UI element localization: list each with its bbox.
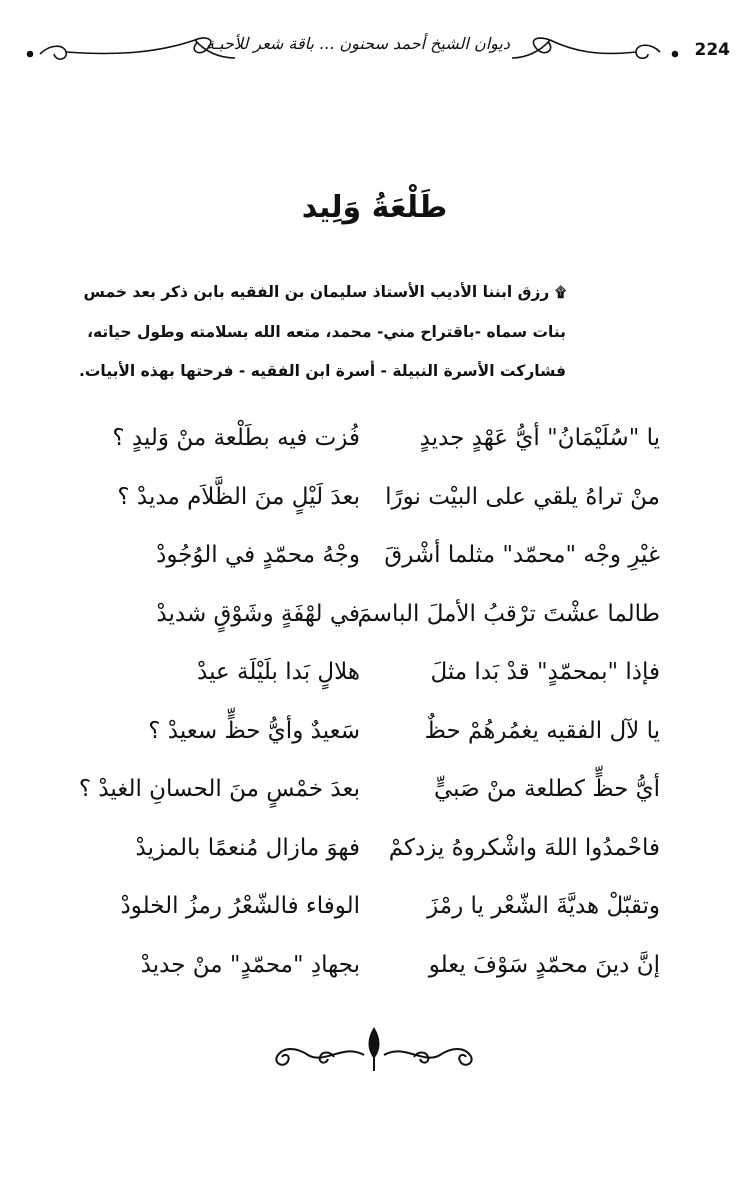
verse-1-first-hemistich: يا "سُلَيْمَانُ" أيُّ عَهْدٍ جديدٍ bbox=[419, 425, 660, 451]
verse-7-second-hemistich: بعدَ خمْسٍ منَ الحسانِ الغيدْ ؟ bbox=[78, 776, 360, 802]
poem-verses bbox=[60, 425, 660, 1010]
intro-line-1-text: رزق ابننا الأديب الأستاذ سليمان بن الفقيه بابن ذكر بعد خمس bbox=[83, 283, 550, 301]
verse-10-first-hemistich: إنَّ دينَ محمّدٍ سَوْفَ يعلو bbox=[428, 951, 660, 978]
verse-4-second-hemistich: في لهْفَةٍ وشَوْقٍ شديدْ bbox=[156, 600, 360, 627]
verse-4 bbox=[60, 601, 660, 660]
verse-7 bbox=[60, 776, 660, 835]
verse-3 bbox=[60, 542, 660, 601]
intro-line-1 bbox=[40, 273, 566, 313]
running-title: ديوان الشيخ أحمد سحنون ... باقة شعر للأحبـة bbox=[205, 34, 510, 53]
poem-intro bbox=[40, 273, 566, 391]
verse-5 bbox=[60, 659, 660, 718]
verse-2 bbox=[60, 484, 660, 543]
verse-8 bbox=[60, 835, 660, 894]
poem-title: طَلْعَةُ وَلِيد bbox=[301, 190, 448, 225]
intro-line-3: فشاركت الأسرة النبيلة - أسرة ابن الفقيه - فرحتها بهذه الأبيات. bbox=[78, 362, 566, 380]
verse-1 bbox=[60, 425, 660, 484]
verse-5-second-hemistich: هلالٍ بَدا بلَيْلَة عيدْ bbox=[197, 659, 360, 685]
verse-9-first-hemistich: وتقبّلْ هديَّةَ الشّعْر يا رمْزَ bbox=[427, 893, 660, 919]
verse-10 bbox=[60, 952, 660, 1011]
verse-5-first-hemistich: فإذا "بمحمّدٍ" قدْ بَدا مثلَ bbox=[430, 659, 660, 685]
verse-6-second-hemistich: سَعيدٌ وأيُّ حظٍّ سعيدْ ؟ bbox=[148, 717, 360, 744]
ornament-icon bbox=[264, 1025, 484, 1075]
verse-10-second-hemistich: بجهادِ "محمّدٍ" منْ جديدْ bbox=[140, 951, 360, 978]
honorific-symbol-icon: ۩ bbox=[555, 285, 566, 301]
verse-9 bbox=[60, 893, 660, 952]
verse-8-first-hemistich: فاحْمدُوا اللهَ واشْكروهُ يزدكمْ bbox=[388, 834, 660, 861]
intro-line-2: بنات سماه -باقتراح مني- محمد، متعه الله بسلامته وطول حياته، bbox=[87, 323, 566, 341]
verse-7-first-hemistich: أيُّ حظٍّ كطلعة منْ صَبيٍّ bbox=[433, 776, 660, 802]
verse-9-second-hemistich: الوفاء فالشّعْرُ رمزُ الخلودْ bbox=[120, 893, 360, 919]
verse-1-second-hemistich: فُزت فيه بطَلْعة منْ وَليدٍ ؟ bbox=[112, 425, 360, 451]
verse-2-first-hemistich: منْ تراهُ يلقي على البيْت نورًا bbox=[385, 483, 660, 510]
verse-3-second-hemistich: وجْهُ محمّدٍ في الوُجُودْ bbox=[156, 542, 360, 568]
verse-4-first-hemistich: طالما عشْتَ ترْقبُ الأملَ الباسمَ bbox=[357, 600, 660, 627]
verse-8-second-hemistich: فهوَ مازال مُنعمًا بالمزيدْ bbox=[135, 834, 360, 861]
verse-2-second-hemistich: بعدَ لَيْلٍ منَ الظَّلاَم مديدْ ؟ bbox=[117, 483, 360, 510]
verse-3-first-hemistich: غيْرِ وجْه "محمّد" مثلما أشْرقَ bbox=[384, 542, 660, 568]
verse-6-first-hemistich: يا لآل الفقيه يغمُرهُمْ حظٌ bbox=[424, 717, 660, 744]
page-header bbox=[20, 18, 730, 78]
page-number: 224 bbox=[694, 40, 730, 60]
verse-6 bbox=[60, 718, 660, 777]
